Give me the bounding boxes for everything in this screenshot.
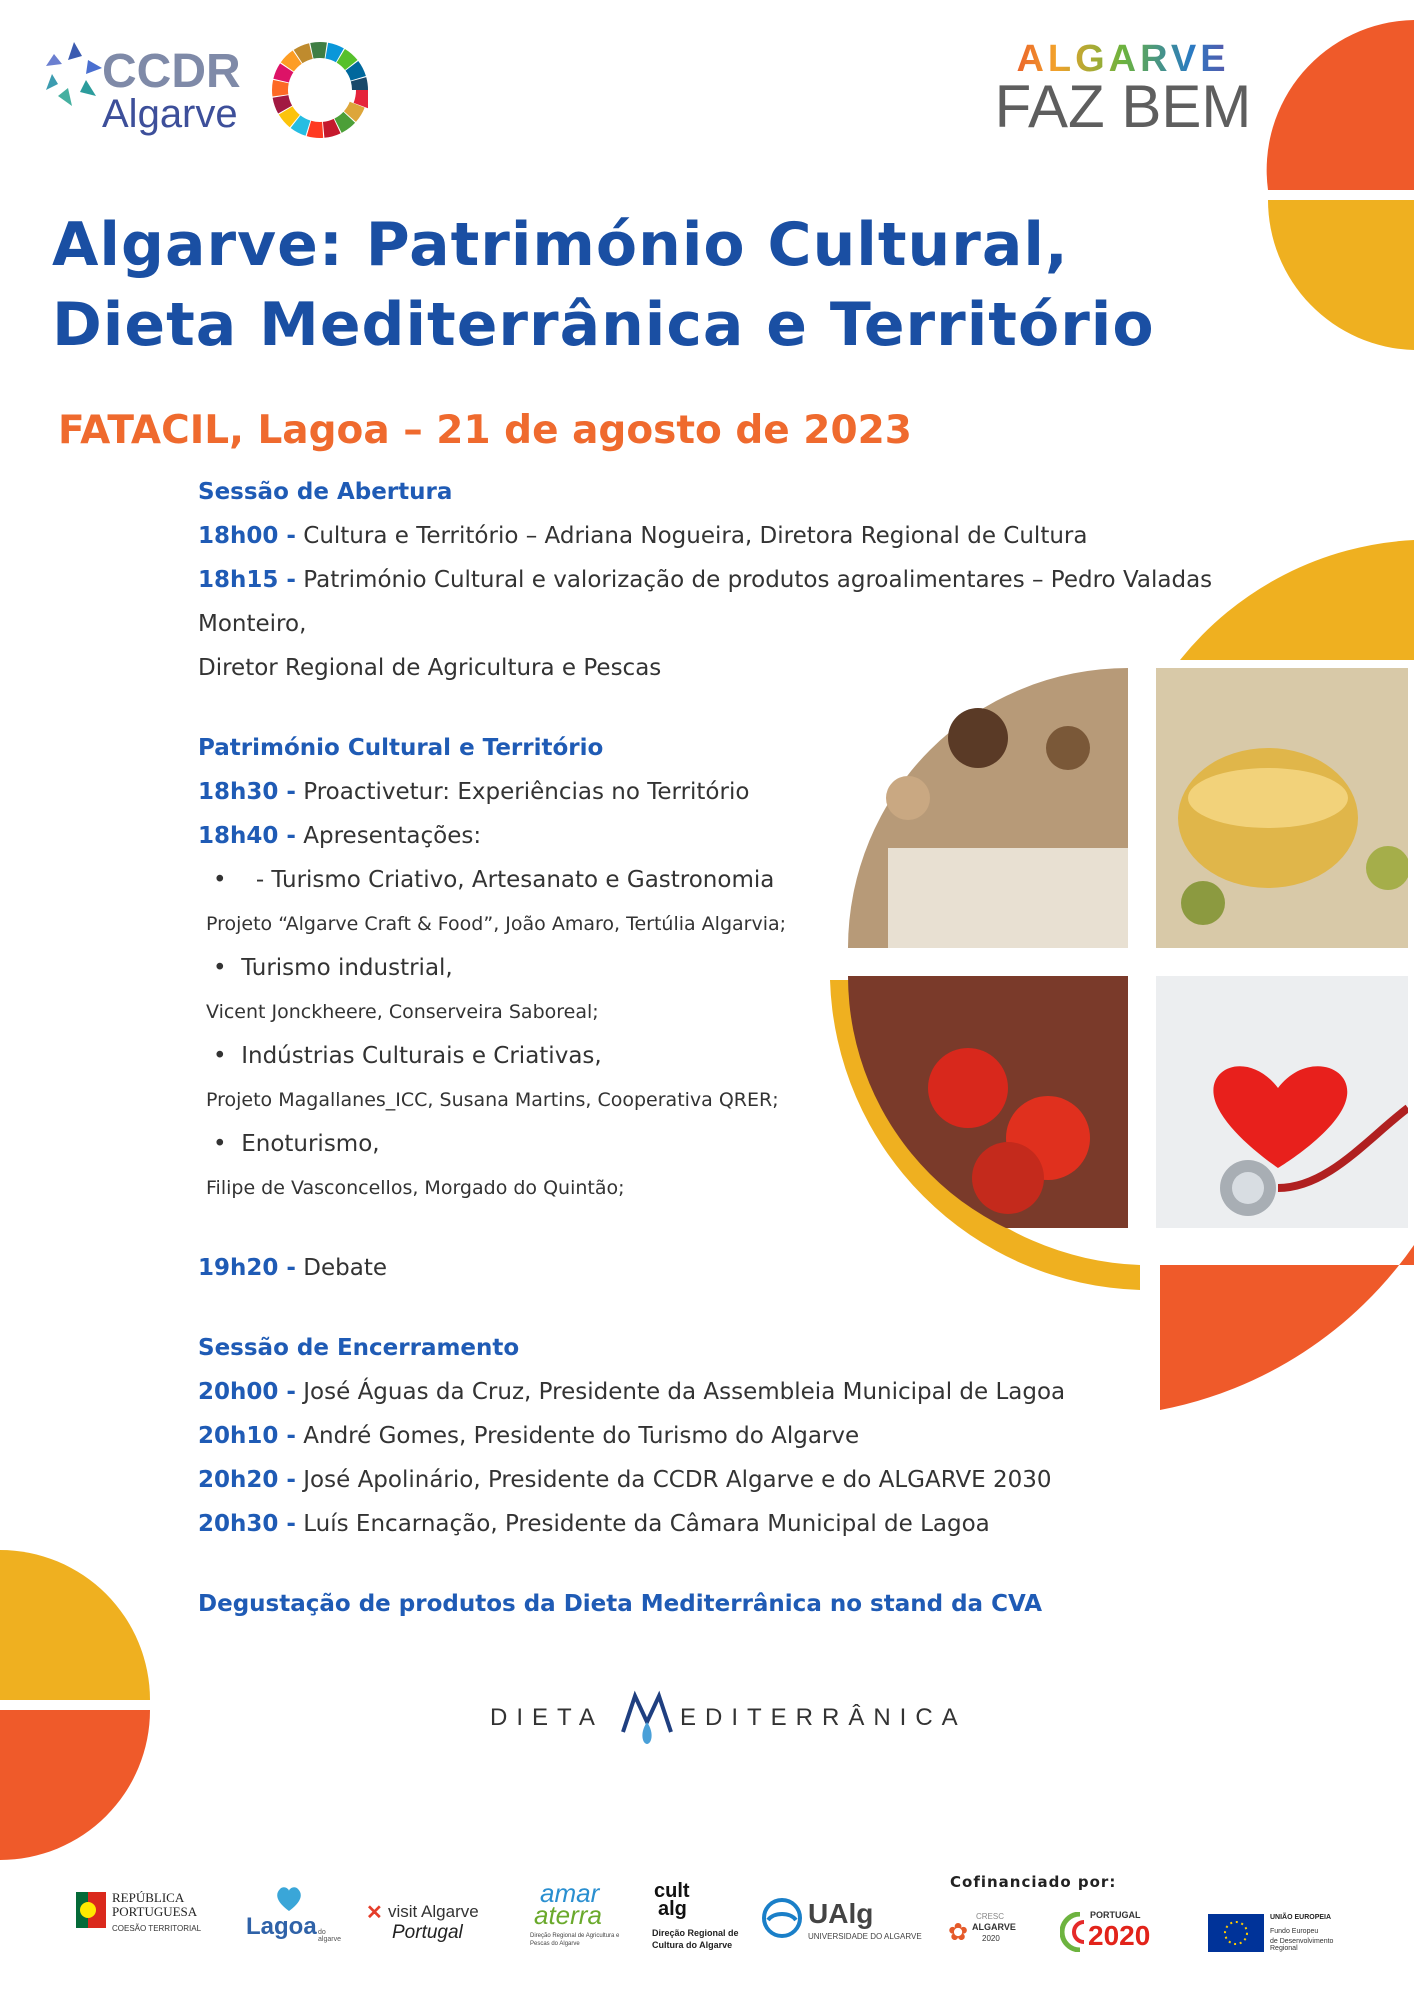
heritage-heading: Património Cultural e Território: [198, 735, 604, 761]
opening-heading: Sessão de Abertura: [198, 479, 453, 505]
eu-logo: [1208, 1914, 1358, 1960]
closing-heading: Sessão de Encerramento: [198, 1335, 520, 1361]
event-subtitle: FATACIL, Lagoa – 21 de agosto de 2023: [58, 408, 912, 453]
top-right-half-circle-orange: [1267, 20, 1414, 190]
republica-portuguesa-logo: [76, 1890, 226, 1950]
program-item: 18h15 - Património Cultural e valorização de produtos agroalimentares – Pedro Valadas Monteiro,: [198, 567, 1213, 637]
visit-line2: Portugal: [392, 1922, 463, 1943]
ccdr-logo: [44, 40, 264, 140]
list-item-detail: Vicent Jonckheere, Conserveira Saboreal;: [206, 1001, 599, 1023]
p2020-text: 2020: [1088, 1920, 1151, 1951]
ccdr-star-icon: [44, 40, 104, 110]
bottom-left-half-circle-orange: [0, 1710, 150, 1860]
algarve-faz-bem-logo: [988, 38, 1258, 140]
dieta-m-icon: [617, 1688, 677, 1748]
program-item: 18h00 - Cultura e Território – Adriana Nogueira, Diretora Regional de Cultura: [198, 523, 1088, 549]
sdg-wheel-icon: [272, 42, 368, 138]
eu-line1: UNIÃO EUROPEIA: [1270, 1914, 1332, 1921]
portugal-2020-icon: [1060, 1912, 1088, 1952]
rp-line3: COESÃO TERRITORIAL: [112, 1924, 202, 1933]
cult-line1: cult: [654, 1880, 690, 1902]
amar-caption: Direção Regional de Agricultura e Pescas do Algarve: [530, 1933, 620, 1947]
cresc-line3: 2020: [982, 1934, 1000, 1943]
list-item: • - Turismo Criativo, Artesanato e Gastronomia: [213, 867, 775, 893]
rp-line1: REPÚBLICA: [112, 1890, 185, 1905]
cult-line2: alg: [658, 1898, 687, 1920]
program: [198, 470, 1278, 1626]
lagoa-logo: [246, 1885, 346, 1955]
list-item: • Enoturismo,: [213, 1131, 380, 1157]
ualg-text: UAlg: [808, 1898, 874, 1929]
cult-caption1: Direção Regional de: [652, 1928, 739, 1938]
bottom-left-half-circle-yellow: [0, 1550, 150, 1700]
list-item: • Turismo industrial,: [213, 955, 453, 981]
visit-x-icon: ✕: [366, 1902, 383, 1924]
portugal-2020-logo: [1060, 1910, 1190, 1960]
ualg-caption: UNIVERSIDADE DO ALGARVE: [808, 1932, 922, 1941]
page-title: [52, 205, 1155, 365]
dieta-right: EDITERRÂNICA: [680, 1704, 967, 1731]
list-item-detail: Projeto “Algarve Craft & Food”, João Amaro, Tertúlia Algarvia;: [206, 913, 787, 935]
cresc-line2: ALGARVE: [972, 1922, 1016, 1932]
tasting-note: Degustação de produtos da Dieta Mediterrânica no stand da CVA: [198, 1591, 1042, 1617]
dieta-left: DIETA: [490, 1704, 604, 1731]
visit-algarve-logo: [366, 1900, 516, 1950]
list-item-detail: Projeto Magallanes_ICC, Susana Martins, Cooperativa QRER;: [206, 1089, 779, 1111]
list-item-detail: Filipe de Vasconcellos, Morgado do Quintão;: [206, 1177, 625, 1199]
list-item: • Indústrias Culturais e Criativas,: [213, 1043, 602, 1069]
title-line-1: Algarve: Património Cultural,: [52, 210, 1069, 280]
program-item: 20h00 - José Águas da Cruz, Presidente da Assembleia Municipal de Lagoa: [198, 1379, 1066, 1405]
brand-bottom: FAZ BEM: [994, 73, 1252, 140]
top-right-half-circle-yellow: [1268, 200, 1414, 350]
brand-top: ALGARVE: [988, 38, 1258, 81]
visit-line1: visit Algarve: [388, 1902, 479, 1921]
ccdr-top: CCDR: [102, 45, 241, 98]
eu-line2: Fundo Europeu: [1270, 1928, 1319, 1935]
cresc-line1: CRESC: [976, 1912, 1005, 1921]
program-item: 20h10 - André Gomes, Presidente do Turismo do Algarve: [198, 1423, 860, 1449]
program-item: 18h40 - Apresentações:: [198, 823, 482, 849]
ccdr-bottom: Algarve: [102, 92, 238, 136]
ualg-wave-icon: [762, 1898, 806, 1938]
program-item-continuation: Diretor Regional de Agricultura e Pescas: [198, 655, 662, 681]
rp-line2: PORTUGUESA: [112, 1904, 198, 1919]
cresc-icon: ✿: [948, 1919, 969, 1946]
lagoa-text: Lagoa: [246, 1913, 317, 1940]
cresc-algarve-logo: [948, 1912, 1028, 1958]
amar-line2: aterra: [534, 1900, 602, 1930]
eu-line3: de Desenvolvimento Regional: [1270, 1938, 1334, 1952]
eu-flag-icon: [1208, 1914, 1264, 1952]
title-line-2: Dieta Mediterrânica e Território: [52, 290, 1155, 360]
portugal-flag-icon: [76, 1892, 106, 1928]
program-item: 20h20 - José Apolinário, Presidente da CCDR Algarve e do ALGARVE 2030: [198, 1467, 1052, 1493]
amar-line1: amar: [540, 1878, 600, 1908]
amar-a-terra-logo: [530, 1878, 630, 1958]
cult-caption2: Cultura do Algarve: [652, 1940, 733, 1950]
lagoa-small: do algarve: [318, 1929, 341, 1943]
cofinanced-label: Cofinanciado por:: [950, 1873, 1117, 1891]
p2020-small: PORTUGAL: [1090, 1910, 1141, 1920]
program-item: 20h30 - Luís Encarnação, Presidente da Câmara Municipal de Lagoa: [198, 1511, 990, 1537]
program-item: 19h20 - Debate: [198, 1255, 387, 1281]
cultalg-logo: [652, 1880, 752, 1960]
program-item: 18h30 - Proactivetur: Experiências no Território: [198, 779, 750, 805]
lagoa-heart-icon: [274, 1885, 304, 1913]
dieta-mediterranica-logo: [490, 1690, 1030, 1750]
ualg-logo: [762, 1898, 932, 1958]
